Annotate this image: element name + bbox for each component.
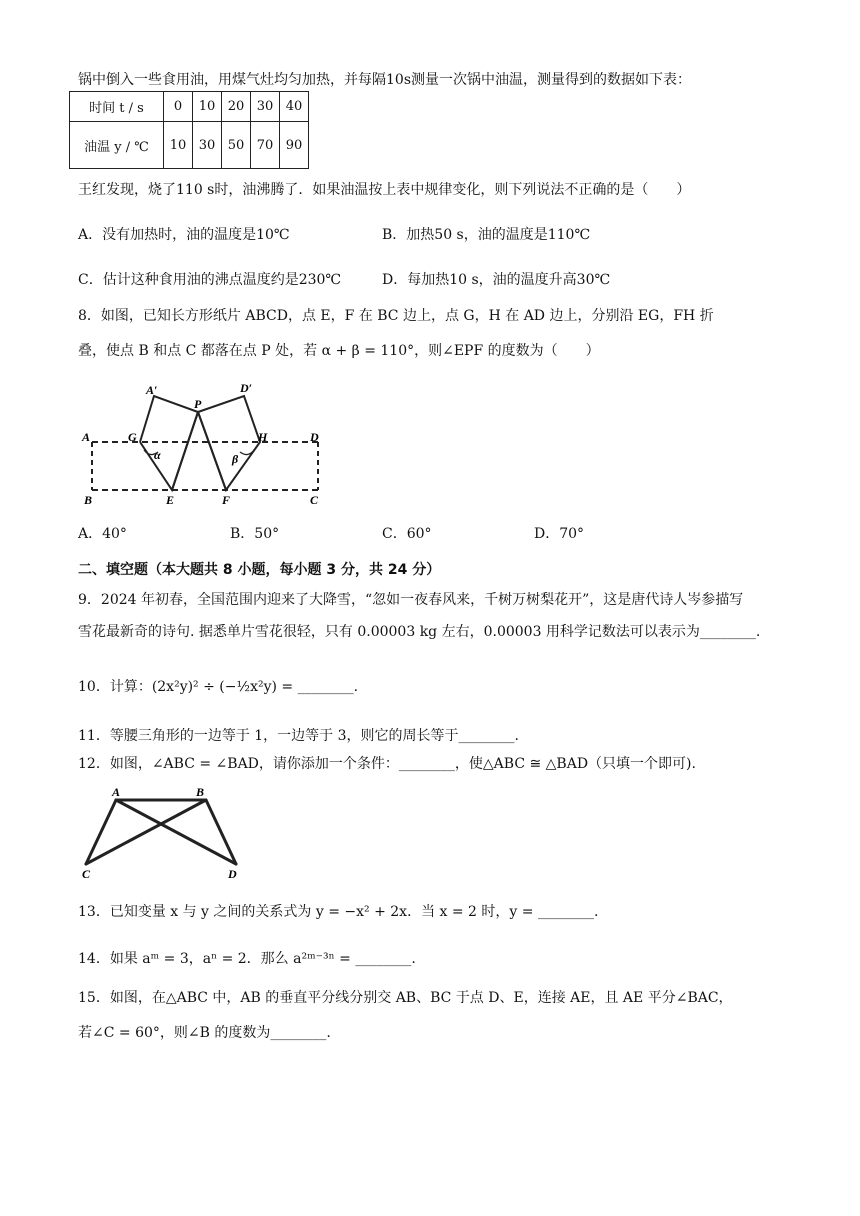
- label-b: B: [196, 785, 205, 799]
- label-c: C: [310, 493, 319, 507]
- folded-rectangle-figure: [78, 378, 338, 508]
- q7-intro: 锅中倒入一些食用油，用煤气灶均匀加热，并每隔10s测量一次锅中油温，测量得到的数据如下表：: [78, 72, 691, 88]
- label-d: D: [310, 430, 319, 444]
- table-cell: 90: [280, 122, 309, 169]
- q7-option-c: C．估计这种食用油的沸点温度约是230℃: [78, 272, 342, 288]
- table-cell: 50: [222, 122, 251, 169]
- q9-line1: 9．2024 年初春，全国范围内迎来了大降雪，“忽如一夜春风来，千树万树梨花开”，这是唐代诗人岑参描写: [78, 592, 744, 608]
- q8-line2: 叠，使点 B 和点 C 都落在点 P 处，若 α + β = 110°，则∠EPF 的度数为（ ）: [78, 343, 600, 359]
- table-cell: 70: [251, 122, 280, 169]
- table-cell: 0: [164, 92, 193, 122]
- table-row: [70, 92, 309, 122]
- label-f: F: [222, 493, 231, 507]
- table-cell: 10: [193, 92, 222, 122]
- table-cell: 40: [280, 92, 309, 122]
- q8-line1: 8．如图，已知长方形纸片 ABCD，点 E，F 在 BC 边上，点 G，H 在 AD 边上，分别沿 EG，FH 折: [78, 308, 714, 324]
- q7-question: 王红发现，烧了110 s时，油沸腾了．如果油温按上表中规律变化，则下列说法不正确的是（ ）: [78, 182, 691, 198]
- section-title: 二、填空题（本大题共 8 小题，每小题 3 分，共 24 分）: [78, 562, 441, 578]
- q15-line2: 若∠C = 60°，则∠B 的度数为________.: [78, 1025, 331, 1041]
- q7-option-d: D．每加热10 s，油的温度升高30℃: [382, 272, 611, 288]
- q9-line2: 雪花最新奇的诗句. 据悉单片雪花很轻，只有 0.00003 kg 左右，0.00003 用科学记数法可以表示为________.: [78, 624, 761, 640]
- table-cell: 30: [251, 92, 280, 122]
- q7-option-b: B．加热50 s，油的温度是110℃: [382, 227, 591, 243]
- temperature-table: [69, 91, 309, 169]
- label-a: A: [112, 785, 121, 799]
- label-beta: β: [232, 452, 239, 466]
- table-cell: 30: [193, 122, 222, 169]
- q8-option-b: B．50°: [230, 526, 280, 542]
- label-a: A: [82, 430, 91, 444]
- q8-option-a: A．40°: [78, 526, 127, 542]
- label-d-prime: D′: [240, 381, 253, 395]
- q8-option-d: D．70°: [534, 526, 585, 542]
- q12-text: 12．如图，∠ABC = ∠BAD，请你添加一个条件：________，使△ABC ≅ △BAD（只填一个即可).: [78, 756, 696, 772]
- table-cell: 10: [164, 122, 193, 169]
- q15-line1: 15．如图，在△ABC 中，AB 的垂直平分线分别交 AB、BC 于点 D、E，连接 AE，且 AE 平分∠BAC，: [78, 990, 733, 1006]
- q10-text: 10．计算：(2x²y)² ÷ (−½x²y) = ________.: [78, 679, 359, 695]
- label-b: B: [84, 493, 93, 507]
- label-c: C: [82, 867, 91, 880]
- label-p: P: [194, 397, 202, 411]
- triangles-figure: [78, 784, 248, 880]
- label-e: E: [166, 493, 175, 507]
- q11-text: 11．等腰三角形的一边等于 1，一边等于 3，则它的周长等于________.: [78, 728, 519, 744]
- table-row-label: 油温 y / ℃: [70, 122, 164, 169]
- q7-option-a: A．没有加热时，油的温度是10℃: [78, 227, 290, 243]
- q8-option-c: C．60°: [382, 526, 432, 542]
- label-a-prime: A′: [146, 383, 158, 397]
- label-h: H: [258, 430, 268, 444]
- q13-text: 13．已知变量 x 与 y 之间的关系式为 y = −x² + 2x．当 x = 2 时，y = ________.: [78, 904, 599, 920]
- table-row: [70, 122, 309, 169]
- label-alpha: α: [154, 448, 161, 462]
- table-cell: 20: [222, 92, 251, 122]
- q14-text: 14．如果 aᵐ = 3，aⁿ = 2．那么 a²ᵐ⁻³ⁿ = ________.: [78, 951, 416, 967]
- label-g: G: [128, 430, 137, 444]
- table-row-label: 时间 t / s: [70, 92, 164, 122]
- label-d: D: [228, 867, 237, 880]
